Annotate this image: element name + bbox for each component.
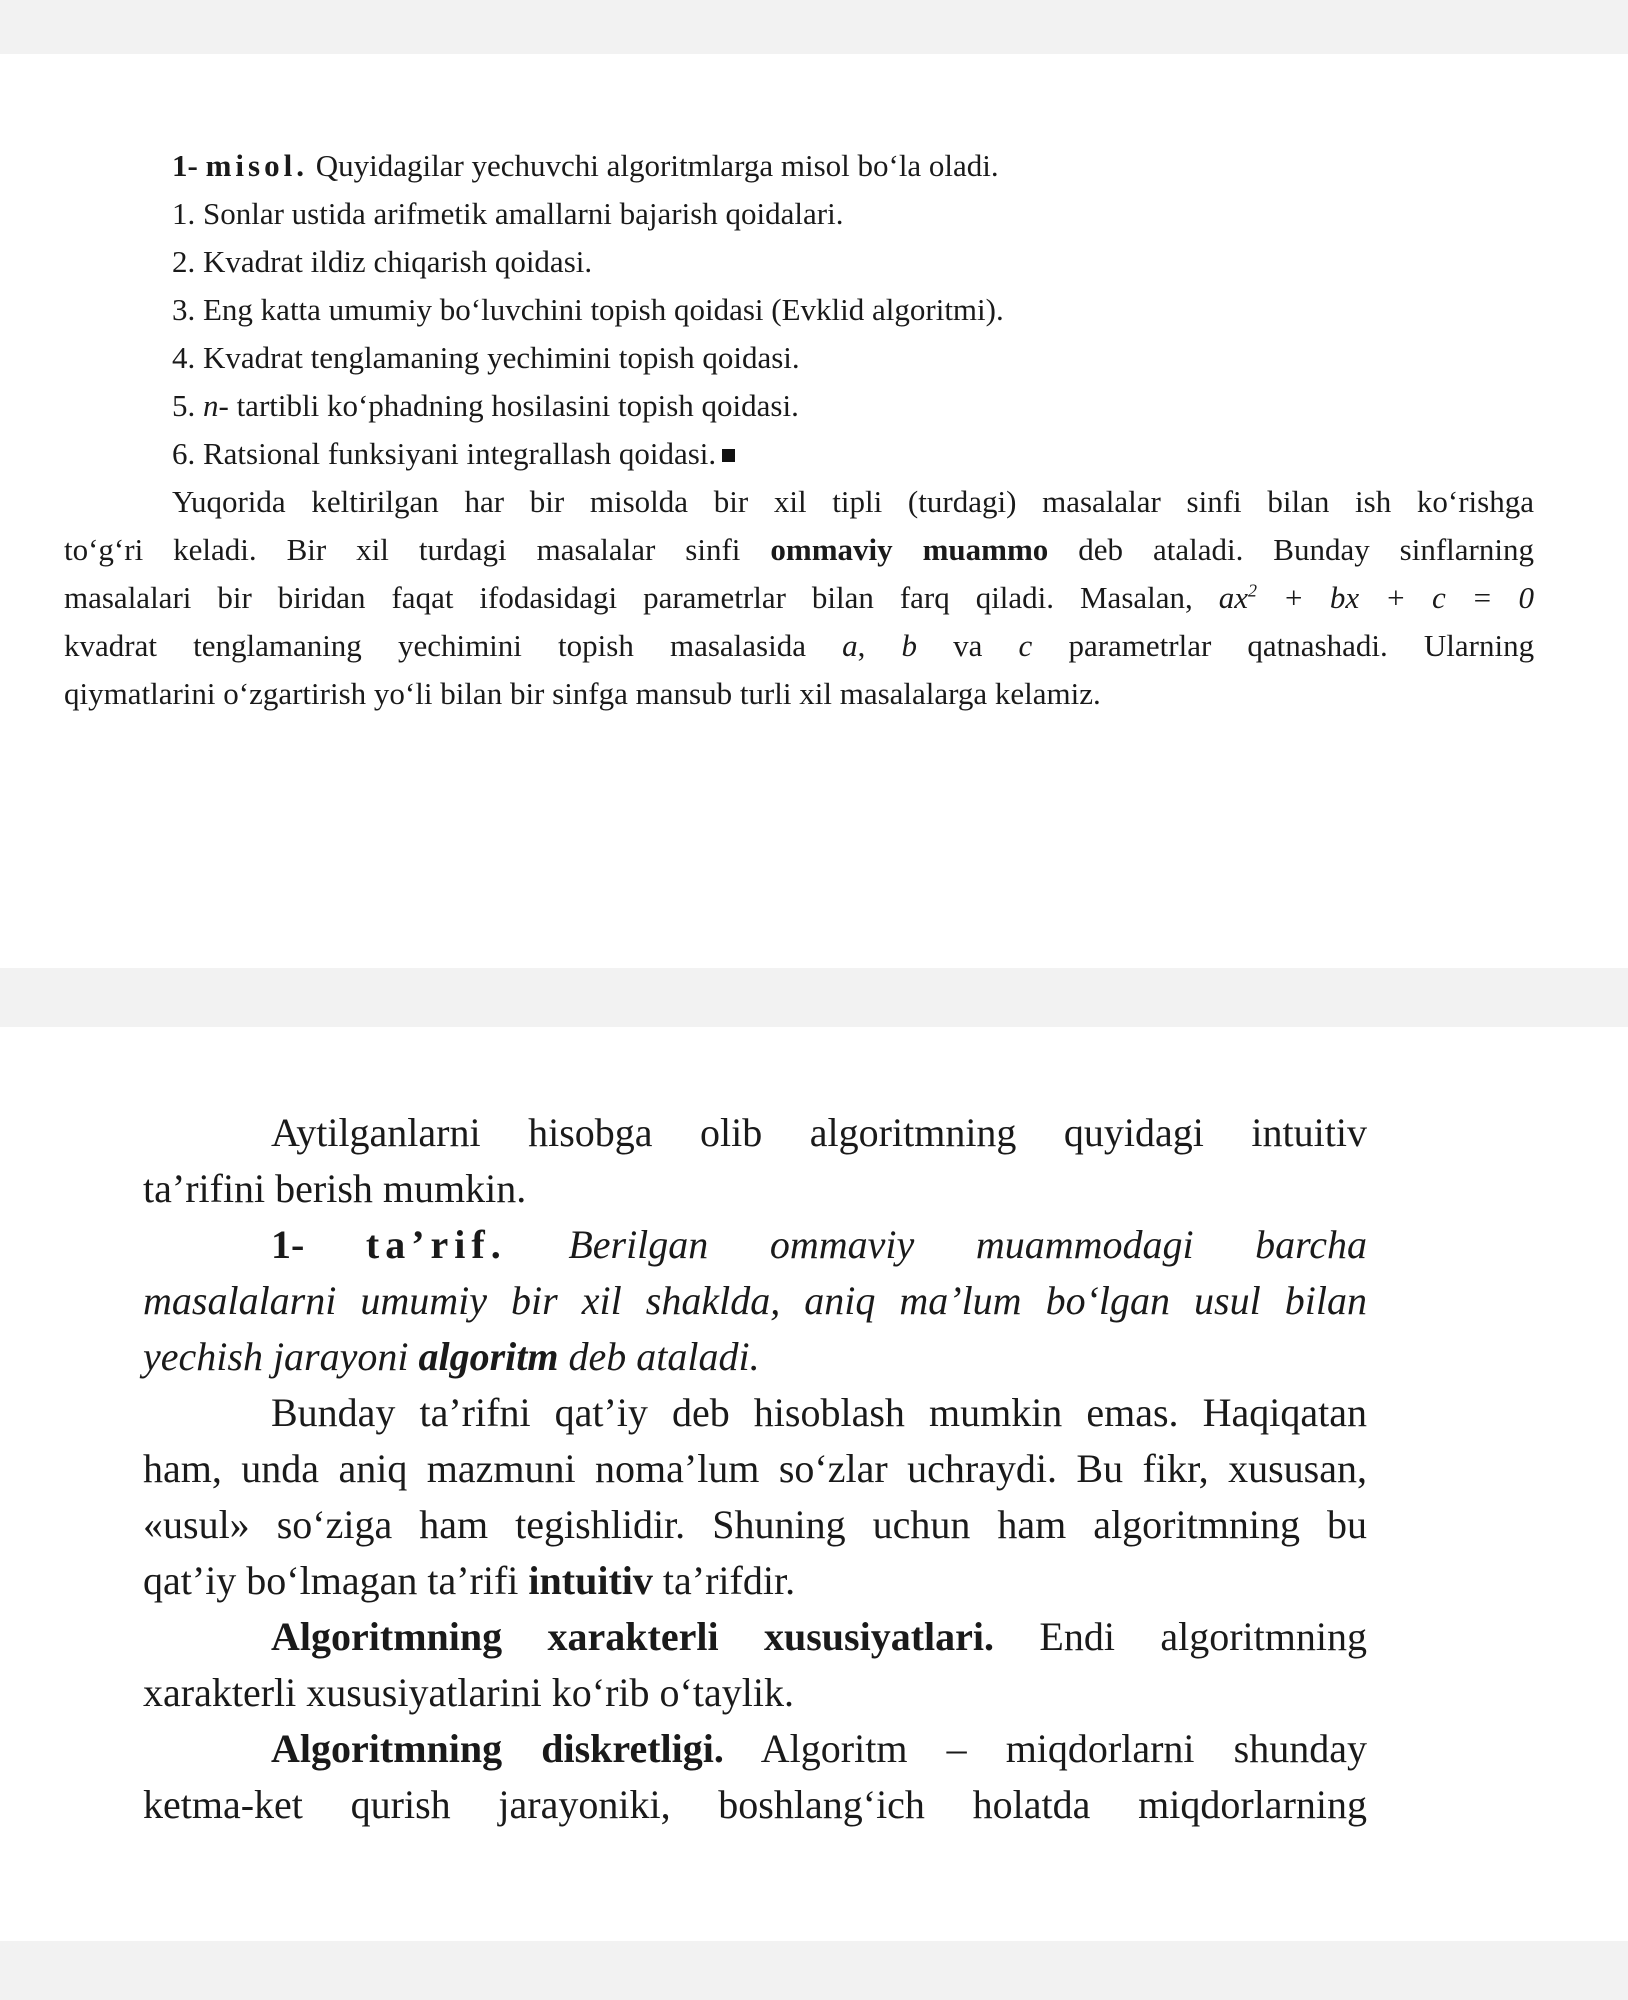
text-line: masalalari bir biridan faqat ifodasidagi parametrlar bilan farq qiladi. Masalan, $ax^2$ + bx + c = 0 — [64, 580, 1534, 615]
text-line: Yuqorida keltirilgan har bir misolda bir xil tipli (turdagi) masalalar sinfi bilan ish ko‘rishga — [172, 484, 1534, 519]
paragraph-mass-problem — [64, 478, 1534, 718]
text-line: yechish jarayoni algoritm deb ataladi. — [143, 1334, 760, 1379]
text-line: Bunday ta’rifni qat’iy deb hisoblash mumkin emas. Haqiqatan — [271, 1390, 1367, 1435]
term-mass-problem: ommaviy muammo — [770, 532, 1049, 567]
definition-number: 1- — [271, 1222, 305, 1267]
page-gap-top — [0, 0, 1628, 54]
section-heading-line: Algoritmning xarakterli xususiyatlari. Endi algoritmning — [271, 1614, 1367, 1659]
document-page-2 — [0, 1027, 1628, 1941]
item5-variable: n — [203, 388, 219, 423]
list-item: 1. Sonlar ustida arifmetik amallarni bajarish qoidalari. — [172, 196, 844, 231]
page-gap-bottom — [0, 1941, 1628, 2000]
list-item: 3. Eng katta umumiy bo‘luvchini topish qoidasi (Evklid algoritmi). — [172, 292, 1004, 327]
list-item: 4. Kvadrat tenglamaning yechimini topish qoidasi. — [172, 340, 800, 375]
text-line: «usul» so‘ziga ham tegishlidir. Shuning uchun ham algoritmning bu — [143, 1502, 1367, 1547]
term-intuitive: intuitiv — [528, 1558, 653, 1603]
example-heading — [172, 142, 1372, 190]
text-line: to‘g‘ri keladi. Bir xil turdagi masalalar sinfi ommaviy muammo deb ataladi. Bunday sinflarning — [64, 532, 1534, 567]
item6-text: 6. Ratsional funksiyani integrallash qoidasi. — [172, 436, 717, 471]
text-line: ta’rifini berish mumkin. — [143, 1166, 527, 1211]
example-text: Quyidagilar yechuvchi algoritmlarga misol bo‘la oladi. — [315, 148, 999, 183]
example-word: misol. — [205, 148, 308, 183]
definition-heading: 1- ta’rif. Berilgan ommaviy muammodagi barcha — [271, 1222, 1367, 1267]
example-list — [172, 142, 1372, 478]
list-item — [172, 430, 1372, 478]
text-line: qiymatlarini o‘zgartirish yo‘li bilan bir sinfga mansub turli xil masalalarga kelamiz. — [64, 676, 1101, 711]
heading-characteristics: Algoritmning xarakterli xususiyatlari. — [271, 1614, 995, 1659]
item5-number: 5. — [172, 388, 196, 423]
heading-discreteness: Algoritmning diskretligi. — [271, 1726, 724, 1771]
example-number: 1- — [172, 148, 198, 183]
section-heading-line: Algoritmning diskretligi. Algoritm – miqdorlarni shunday — [271, 1726, 1367, 1771]
list-item: 2. Kvadrat ildiz chiqarish qoidasi. — [172, 244, 593, 279]
definition-word: ta’rif. — [365, 1222, 507, 1267]
term-algorithm: algoritm — [418, 1334, 559, 1379]
end-of-example-square-icon — [722, 449, 735, 462]
document-page-1 — [0, 54, 1628, 968]
page-gap-middle — [0, 968, 1628, 1027]
list-item — [172, 382, 1372, 430]
equation: $ax^2$ + bx + c = 0 — [1218, 580, 1534, 615]
text-line: Aytilganlarni hisobga olib algoritmning quyidagi intuitiv — [271, 1110, 1367, 1155]
text-line: xarakterli xususiyatlarini ko‘rib o‘taylik. — [143, 1670, 794, 1715]
text-line: masalalarni umumiy bir xil shaklda, aniq ma’lum bo‘lgan usul bilan — [143, 1278, 1367, 1323]
text-line: ketma-ket qurish jarayoniki, boshlang‘ich holatda miqdorlarning — [143, 1782, 1367, 1827]
page2-text — [143, 1105, 1367, 1833]
text-line: qat’iy bo‘lmagan ta’rifi intuitiv ta’rifdir. — [143, 1558, 796, 1603]
item5-text: - tartibli ko‘phadning hosilasini topish qoidasi. — [218, 388, 799, 423]
text-line: ham, unda aniq mazmuni noma’lum so‘zlar uchraydi. Bu fikr, xususan, — [143, 1446, 1367, 1491]
text-line: kvadrat tenglamaning yechimini topish masalasida a, b va c parametrlar qatnashadi. Ularning — [64, 628, 1534, 663]
